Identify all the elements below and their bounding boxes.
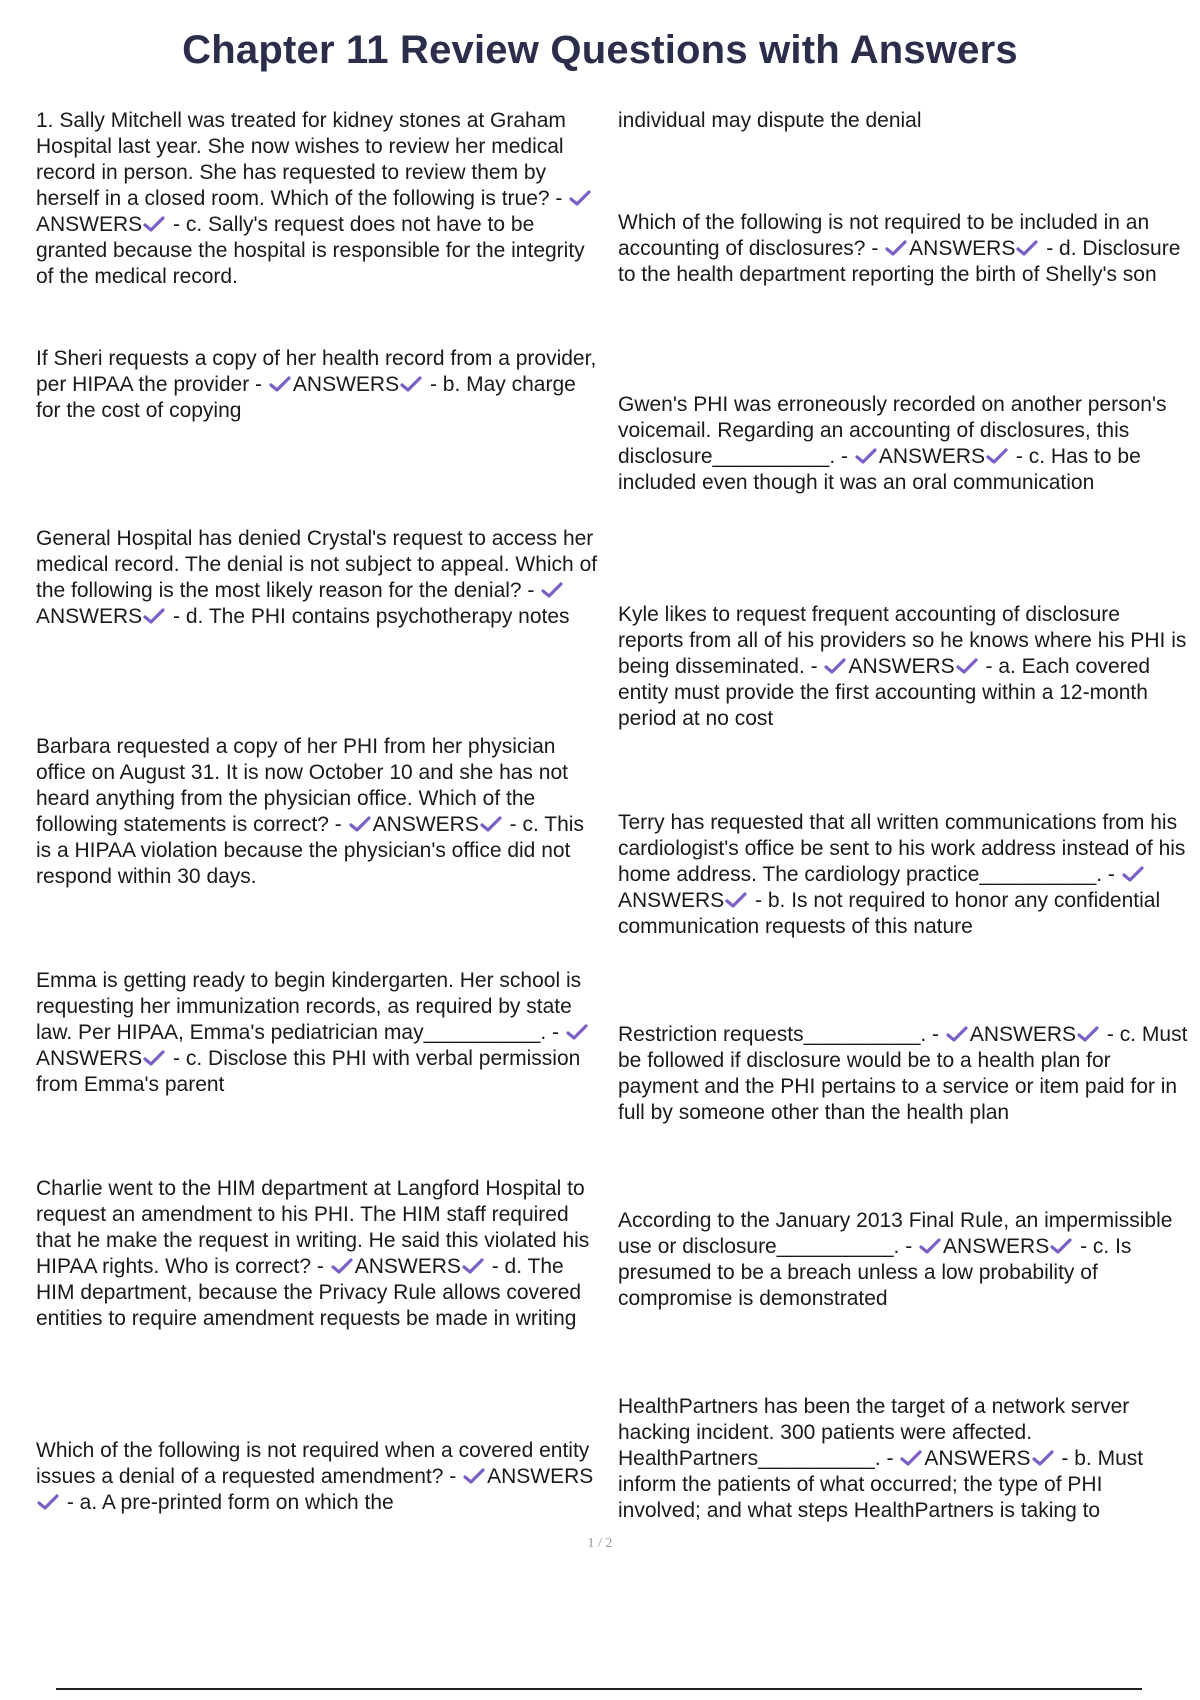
question-text: General Hospital has denied Crystal's request to access her medical record. The denial is not subject to appeal. Which of the following is the most likely reason for the denial? - [36, 527, 598, 602]
check-icon [855, 447, 877, 465]
footer-divider [56, 1688, 1142, 1690]
qa-item [618, 1022, 1190, 1126]
check-icon [569, 189, 591, 207]
qa-item [36, 346, 600, 424]
qa-item [618, 210, 1190, 288]
check-icon [824, 657, 846, 675]
question-text: Terry has requested that all written communications from his cardiologist's office be sent to his work address instead of his home address. The cardiology practice__________. - [618, 811, 1186, 886]
qa-item [36, 108, 600, 290]
answer-text: - c. Must be followed if disclosure would be to a health plan for payment and the PHI pertains to a service or item paid for in full by someone other than the health plan [618, 1023, 1188, 1124]
answers-label: ANSWERS [292, 373, 400, 396]
check-icon [462, 1257, 484, 1275]
check-icon [1016, 239, 1038, 257]
check-icon [400, 375, 422, 393]
question-text: According to the January 2013 Final Rule, an impermissible use or disclosure__________. - [618, 1209, 1173, 1258]
qa-item [618, 602, 1190, 732]
check-icon [541, 581, 563, 599]
check-icon [349, 815, 371, 833]
check-icon [566, 1023, 588, 1041]
answers-label: ANSWERS [372, 813, 479, 836]
answers-label: ANSWERS [878, 445, 986, 468]
page-number: 1 / 2 [587, 1536, 613, 1551]
answer-text: - d. Disclosure to the health department reporting the birth of Shelly's son [618, 237, 1181, 286]
answers-label: ANSWERS [848, 655, 955, 678]
answer-text: - b. Must inform the patients of what occurred; the type of PHI involved; and what steps HealthPartners is taking to [618, 1447, 1144, 1522]
qa-item [618, 1208, 1190, 1312]
check-icon [1050, 1237, 1072, 1255]
check-icon [986, 447, 1008, 465]
check-icon [143, 607, 165, 625]
answer-text: - a. A pre-printed form on which the [66, 1491, 394, 1514]
check-icon [900, 1449, 922, 1467]
answers-label: ANSWERS [924, 1447, 1031, 1470]
check-icon [1032, 1449, 1054, 1467]
question-text: Kyle likes to request frequent accounting of disclosure reports from all of his providers so he knows where his PHI is being disseminated. - [618, 603, 1187, 678]
question-text: Barbara requested a copy of her PHI from her physician office on August 31. It is now October 10 and she has not heard anything from the physician office. Which of the following statements is correct? - [36, 735, 568, 836]
check-icon [269, 375, 291, 393]
qa-item [618, 392, 1190, 496]
check-icon [956, 657, 978, 675]
check-icon [331, 1257, 353, 1275]
question-text: Which of the following is not required when a covered entity issues a denial of a requested amendment? - [36, 1439, 590, 1488]
continuation-text: individual may dispute the denial [618, 109, 922, 132]
qa-item [618, 1394, 1190, 1524]
answer-text: - c. Disclose this PHI with verbal permission from Emma's parent [36, 1047, 581, 1096]
check-icon [463, 1467, 485, 1485]
answers-label: ANSWERS [487, 1465, 594, 1488]
check-icon [143, 1049, 165, 1067]
check-icon [480, 815, 502, 833]
answers-label: ANSWERS [36, 605, 143, 628]
answer-text: - c. Sally's request does not have to be granted because the hospital is responsible for the integrity of the medical record. [36, 213, 585, 288]
check-icon [885, 239, 907, 257]
qa-item [36, 1438, 600, 1516]
page-title: Chapter 11 Review Questions with Answers [182, 28, 1018, 72]
answers-label: ANSWERS [618, 889, 725, 912]
qa-item [618, 810, 1190, 940]
question-text: HealthPartners has been the target of a network server hacking incident. 300 patients were affected. HealthPartners__________. - [618, 1395, 1130, 1470]
qa-item [36, 734, 600, 890]
question-text: Emma is getting ready to begin kindergarten. Her school is requesting her immunization records, as required by state law. Per HIPAA, Emma's pediatrician may__________. - [36, 969, 582, 1044]
question-text: Gwen's PHI was erroneously recorded on another person's voicemail. Regarding an accounting of disclosures, this disclosure__________. - [618, 393, 1167, 468]
answers-label: ANSWERS [969, 1023, 1077, 1046]
question-text: 1. Sally Mitchell was treated for kidney stones at Graham Hospital last year. She now wishes to review her medical record in person. She has requested to review them by herself in a closed room. Which of the following is true? - [36, 109, 566, 210]
answer-text: - c. This is a HIPAA violation because the physician's office did not respond within 30 days. [36, 813, 584, 888]
answer-text: - b. May charge for the cost of copying [36, 373, 576, 422]
answers-label: ANSWERS [909, 237, 1016, 260]
check-icon [725, 891, 747, 909]
answer-text: - d. The HIM department, because the Privacy Rule allows covered entities to require amendment requests be made in writing [36, 1255, 582, 1330]
check-icon [946, 1025, 968, 1043]
question-text: Restriction requests__________. - [618, 1023, 940, 1046]
check-icon [1122, 865, 1144, 883]
answer-text: - d. The PHI contains psychotherapy notes [173, 605, 570, 628]
check-icon [143, 215, 165, 233]
answer-text: - b. Is not required to honor any confidential communication requests of this nature [618, 889, 1161, 938]
qa-item [36, 968, 600, 1098]
qa-continuation [618, 108, 1190, 134]
qa-item [36, 1176, 600, 1332]
answer-text: - c. Has to be included even though it was an oral communication [618, 445, 1141, 494]
question-text: If Sheri requests a copy of her health record from a provider, per HIPAA the provider - [36, 347, 597, 396]
answers-label: ANSWERS [354, 1255, 461, 1278]
check-icon [37, 1493, 59, 1511]
answers-label: ANSWERS [36, 1047, 143, 1070]
answer-text: - c. Is presumed to be a breach unless a low probability of compromise is demonstrated [618, 1235, 1132, 1310]
answers-label: ANSWERS [36, 213, 143, 236]
answer-text: - a. Each covered entity must provide the first accounting within a 12-month period at no cost [618, 655, 1151, 730]
answers-label: ANSWERS [943, 1235, 1050, 1258]
qa-item [36, 526, 600, 630]
check-icon [919, 1237, 941, 1255]
check-icon [1077, 1025, 1099, 1043]
question-text: Charlie went to the HIM department at Langford Hospital to request an amendment to his PHI. The HIM staff required that he make the request in writing. He said this violated his HIPAA rights. Who is correct? - [36, 1177, 590, 1278]
question-text: Which of the following is not required to be included in an accounting of disclosures? - [618, 211, 1150, 260]
